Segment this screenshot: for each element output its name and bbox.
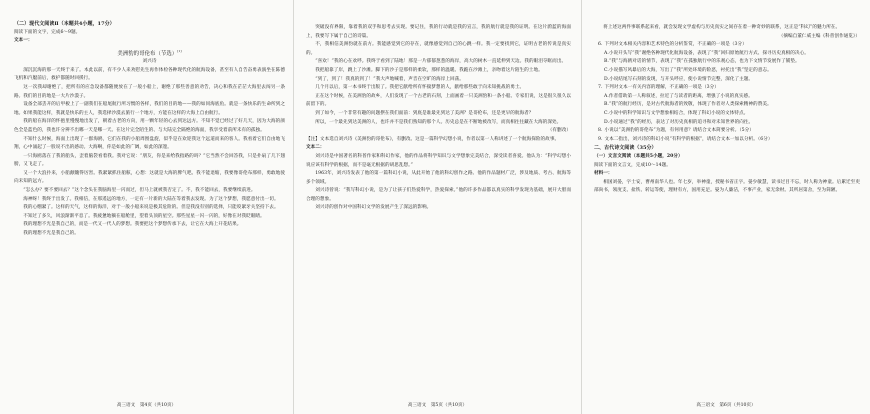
option-text: 小说结尾写石刻的发现，与开头呼应，使小说情节完整，深化了主题。: [609, 76, 754, 82]
answer-option: [594, 93, 860, 102]
question-text: 下列对文本一有关内容的理解，不正确的一项是（3分）: [604, 85, 719, 91]
answer-option: [594, 110, 860, 119]
option-text: “我”与海鸥对话的情节，表现了“我”在孤独航行中的乐观心态，也为下文情节发展作了铺垫。: [608, 59, 800, 65]
question-item: [594, 127, 860, 136]
paragraph: 所以，一个最先到达美洲的人，也许并不是我们熟知的那个人。历史总是在不断地被改写，而真相往往藏在大海的深处。: [315, 119, 562, 125]
paragraph: 我的理想不光是我自己的，而是一代又一代人的梦想。我要把这个梦想传承下去，让它在大海上开花结果。: [23, 222, 242, 228]
paragraph: 突破没有界限，靠着我的双手和思考去实现。要记住，我的行动就是我的宣言，我的航行就是我的证明。在这片蔚蓝的海面上，我要写下属于自己的诗篇。: [306, 25, 571, 39]
option-text: 作者借助第一人称叙述，拉近了与读者的距离，增强了小说的真实感。: [608, 93, 753, 99]
paragraph: 不知什么时候，海面上出现了一群海鸥，它们在我的小船周围盘旋，似乎是在欢迎我这个远道而来的客人。我看着它们自由地飞翔，心中涌起了一股说不出的感动。大海啊，你是如此的广阔，如此的深邃。: [14, 136, 285, 151]
page-content: [306, 24, 571, 392]
article-body: [14, 67, 285, 239]
paragraph: 我把船靠了岸，跳上了沙滩。脚下的沙子是那样的柔软，那样的温暖。我跪在沙滩上，亲吻着这片陌生的土地。: [315, 67, 543, 73]
text2-body: [306, 153, 571, 213]
question-number: 6.: [598, 42, 603, 48]
paragraph: 我的船在海洋的怀抱里慢慢地出发了，朝着古老的方向，用一颗年轻的心去到达远方。不知不觉已经过了好几天，因为大海的颜色全是蓝色的，我也许分辨不出哪一天是哪一天。在这片完全陌生的、与大陆完全隔绝的海面，我享受着前所未有的孤独。: [14, 119, 285, 133]
question-number: 7.: [598, 85, 603, 91]
exam-page-6: [581, 0, 870, 414]
paragraph: 不，我相信美洲豹就在前方。我能感觉到它的存在，就像感觉到自己的心跳一样。我一定要找到它，证明古老的传说是真实的。: [306, 42, 571, 56]
page-footer: 高三语文 第4页（共10页）: [116, 403, 177, 408]
paragraph: 1963年，刘兴诗发表了他的第一篇科幻小说，从此开始了他的科幻创作之路。他的作品题材广泛，涉及地质、考古、航海等多个领域。: [306, 171, 571, 185]
answer-option: [594, 58, 860, 67]
end-mark: （有删改）: [547, 128, 571, 134]
paragraph: 刘兴诗的创作对中国科幻文学的发展产生了深远的影响。: [315, 205, 432, 211]
paragraph: 我的心绷紧了。这样的天气，这样的海洋，对于一般小船来说是极其危险的。但是我没有别的选择，只能咬紧牙关坚持下去。: [23, 205, 279, 211]
exam-page-5: [293, 0, 581, 414]
question-list: [594, 41, 860, 144]
paragraph: 刘兴诗是中国著名的科普作家和科幻作家，他的作品将科学知识与文学想象完美结合，深受读者喜爱。他认为：“科学幻想小说应该有科学的根据，而不是毫无根据的胡思乱想。”: [306, 153, 571, 168]
text2-label: 文本二：: [306, 145, 325, 151]
paragraph: 一只海鸥落在了我的船头，歪着脑袋看着我。我对它说：“朋友，你是来给我指路的吗？”它当然不会回答我，只是扑扇了几下翅膀，又飞走了。: [14, 153, 285, 168]
paragraph: 这一次我却谢绝了，把所有的应急设备都随便放在了一般小船上，谢绝了那些善意的劝告，决心和我在茫茫大海里去闯另一条路。我们的目的地是一大片沙漠子。: [14, 84, 285, 99]
material-label: 材料一：: [594, 171, 613, 177]
article-body-continued: [306, 24, 571, 127]
paragraph: 我的理想不光是我自己的。: [23, 231, 79, 237]
option-text: 小说开头写“我”谢绝各种现代化航海设备，表现了“我”回归原始航行方式、探寻历史真相的决心。: [608, 50, 809, 56]
option-text: 小说中的科学知识与文学想象相结合，体现了科幻小说的文体特点。: [608, 110, 749, 116]
paragraph: 海神呀！我终于出发了。我相信，在那遥远的地方，一定有一片新的大陆在等着我去发现。为了这个梦想，我愿意付出一切。: [23, 196, 279, 202]
text-label: 文本一：: [14, 38, 33, 44]
text2-conclusion: [594, 24, 860, 33]
paragraph: 不知过了多久，风浪渐渐平息了。我疲惫地躺在船舱里，望着头顶的星空。那些星星一闪一闪的，好像在对我眨眼睛。: [23, 213, 265, 219]
paragraph: “喜欢！”我的心在欢呼。我终于看到了陆地！那是一片郁郁葱葱的海岸，高大的树木一直延伸到天边。我的眼泪夺眶而出。: [315, 59, 567, 65]
paragraph: 刘兴诗曾说：“我写科幻小说，是为了让孩子们热爱科学，热爱探索。”他的许多作品都以真实的科学发现为基础，展开大胆而合理的想象。: [306, 188, 571, 202]
source-note: 【注】文本选自刘兴诗《美洲豹的哥伦布》，有删改。这是一篇科学幻想小说，作者以第一人称讲述了一个航海探险的故事。: [306, 136, 560, 142]
paragraph: “到了，到了！我真的到了！”我大声地喊着，声音在空旷的海岸上回荡。: [315, 76, 464, 82]
paragraph: 到了如今，一个非常有趣的问题摆在我们面前：到底是谁最先到达了美洲？是哥伦布，还是更早的航海者？: [315, 110, 534, 116]
answer-option: [594, 67, 860, 76]
page-footer: 高三语文 第5页（共10页）: [407, 403, 468, 408]
option-label: A.: [604, 93, 609, 99]
instructions: 阅读下面的文言文，完成10～14题。: [594, 162, 671, 168]
question-number: 9.: [598, 136, 603, 142]
page-footer: 高三语文 第6页（共10页）: [696, 403, 756, 408]
question-item: [594, 41, 860, 50]
answer-option: [594, 50, 860, 59]
article-author: 刘兴诗: [142, 59, 157, 65]
instructions: 阅读下面的文字，完成6～9题。: [14, 29, 81, 35]
option-label: A.: [604, 50, 609, 56]
page-content: [594, 24, 860, 392]
answer-option: [594, 76, 860, 85]
option-label: B.: [604, 59, 609, 65]
exam-page-4: [0, 0, 293, 414]
paragraph: 正在这个时候，在美洲豹的故乡，人们发现了一个古老的石刻，上面画着一只美洲豹和一条小船。专家们说，这是很久很久以前留下的。: [306, 93, 571, 108]
page-content: [14, 20, 285, 392]
question-text: 下列对文本相关内容和艺术特色的分析鉴赏，不正确的一项是（3分）: [604, 42, 747, 48]
paragraph: 深沉沉海的那一天终于来了。本此以前，有不少人来劝慰先生再作体检各种现代化的航海设备，甚至有人自告奋勇表演坐在陈德飞机和汽艇前后，救护都随时回援行。: [14, 67, 285, 82]
option-text: 小说通过“我”的经历，表达了对历史真相的追寻和对未知世界的向往。: [609, 119, 754, 125]
option-label: B.: [604, 102, 609, 108]
section-header: （二）现代文阅读Ⅱ（本题共4小题，17分）: [14, 21, 115, 27]
article-title: 美洲豹的哥伦布（节选）[1]: [117, 48, 182, 57]
option-label: D.: [604, 76, 610, 82]
question-text: 文本二指出，刘兴诗的科幻小说“有科学的根据”，请结合文本一加以分析。（6分）: [604, 136, 773, 142]
option-label: D.: [604, 119, 610, 125]
classical-text: 相国刘晏，字士安，曹州南华人也。年七岁，举神童，授秘书省正字。晏少敏慧，读书过目不忘，时人称为神童。后累迁至吏部尚书，领度支、盐铁、转运等使，理财有方，国用充足。晏为人廉洁，不事产业，家无余财。其所居第舍，至为简陋。: [594, 179, 860, 194]
option-text: 小说描写风暴后的大海，写出了“我”所处环境的险恶，衬托出“我”坚定的意志。: [608, 67, 772, 73]
option-label: C.: [604, 110, 609, 116]
answer-option: [594, 101, 860, 110]
subsection-title: （一）文言文阅读（本题共5小题，20分）: [594, 153, 683, 159]
paragraph: 几个月以后，第一本书终于出版了。我把它献给所有怀揣梦想的人，献给那些敢于向未知挑战的勇士。: [315, 85, 525, 91]
paragraph: 又一个大浪扑来，小船颠簸得厉害。我紧紧抓住船舷，心想：这就是大海的脾气吧。我不能退缩，我要像哥伦布那样，勇敢地驶向未知的远方。: [14, 170, 285, 185]
question-item: [594, 84, 860, 93]
answer-option: [594, 119, 860, 128]
option-text: “我”的航行经历，是对古代航海者的致敬，体现了作者对人类探索精神的赞美。: [608, 102, 772, 108]
question-text: 小说以“美洲豹的哥伦布”为题，有何用意？请结合文本简要分析。（5分）: [604, 128, 754, 134]
question-item: [594, 136, 860, 145]
question-number: 8.: [598, 128, 603, 134]
source-citation: （摘编自董仁威主编《科普创作通览》）: [778, 33, 860, 39]
paragraph: 将上述这两件事联系起来看，就会发现文学虚构与历史真实之间存在着一种奇妙的联系，这正是“科幻”的魅力所在。: [603, 25, 841, 30]
option-label: C.: [604, 67, 609, 73]
paragraph: “怎么办？要不要回去？”这个念头在我脑海里一闪而过，但马上就被我否定了。不，我不能回去，我要继续前进。: [23, 188, 256, 194]
paragraph: 设备全部丢开的后甲板上了一副我们在船尾航行所习惯的各样，我们的目的地——我的如同海底鱼。就是一条快乐的生命所到之地。如果我能这样，我就是快乐的主人，我选择沙漠去旅行一个地方，方能在这样的大海上自由航行。: [14, 102, 285, 116]
section2-title: 二、古代诗文阅读（35分）: [594, 145, 657, 152]
